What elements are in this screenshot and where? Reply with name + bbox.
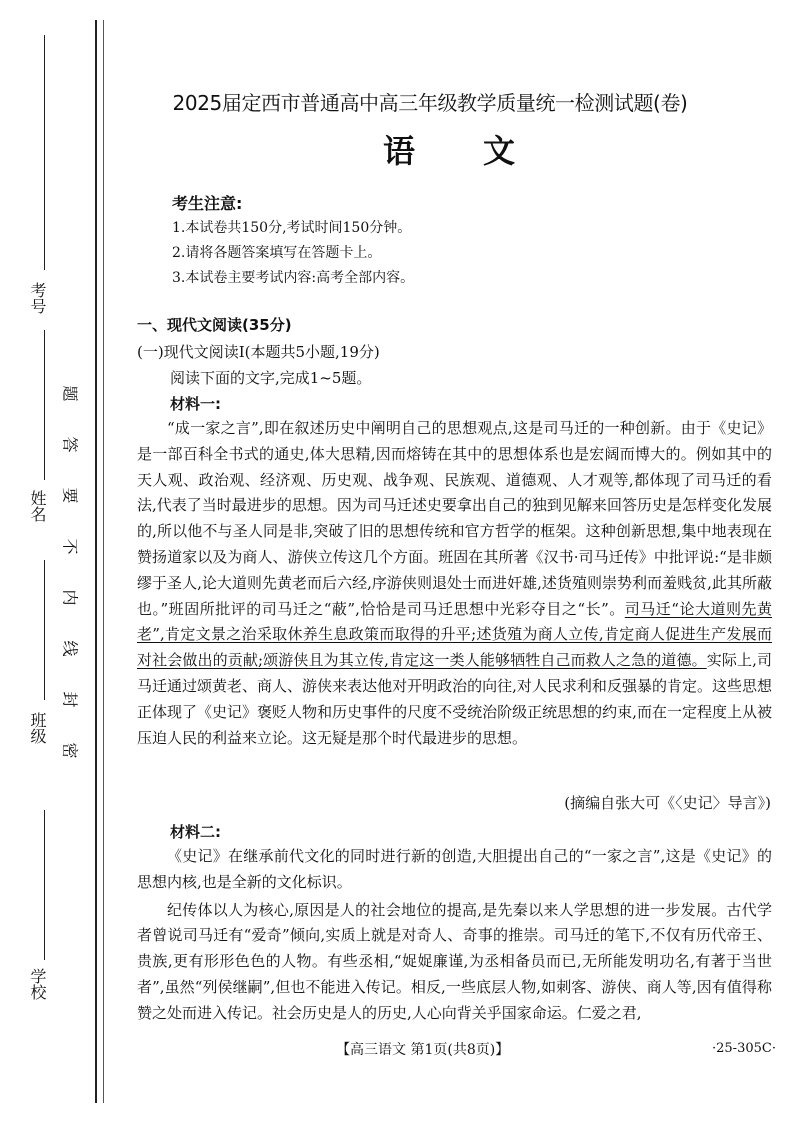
material2-label: 材料二: xyxy=(170,823,221,841)
inner-binding-line xyxy=(103,20,104,1103)
class-underline xyxy=(44,560,45,700)
class-label: 班级 xyxy=(28,712,47,744)
material1-text-b: 实际上,司马迁通过颂黄老、商人、游侠来表达他对开明政治的向往,对人民求利和反强暴的肯定。这些思想正体现了《史记》褒贬人物和历史事件的尺度不受统治阶级正统思想的约束,而在一定程度上从被压迫人民的利益来立论。这无疑是那个时代最进步的思想。 xyxy=(137,651,772,747)
exam-number-underline xyxy=(44,35,45,270)
material2-paragraph: 《史记》在继承前代文化的同时进行新的创造,大胆提出自己的“一家之言”,这是《史记》的思想内核,也是全新的文化标识。 xyxy=(137,847,772,891)
paper-code: ·25-305C· xyxy=(712,1041,776,1056)
material2-passage xyxy=(137,844,772,1027)
seal-char: 题 xyxy=(60,385,80,402)
seal-char: 答 xyxy=(60,436,80,453)
material1-label: 材料一: xyxy=(170,395,221,413)
seal-char: 不 xyxy=(60,538,80,555)
exam-title: 2025届定西市普通高中高三年级教学质量统一检测试题(卷) xyxy=(172,91,688,115)
seal-line-notice xyxy=(61,382,81,762)
school-underline xyxy=(44,810,45,960)
page-footer: 【高三语文 第1页(共8页)】 xyxy=(336,1042,510,1058)
material1-source: (摘编自张大可《〈史记〉导言》) xyxy=(564,794,771,812)
seal-char: 线 xyxy=(60,640,80,657)
school-label: 学校 xyxy=(28,968,47,1000)
material2-paragraph: 纪传体以人为核心,原因是人的社会地位的提高,是先秦以来人学思想的进一步发展。古代学者曾说司马迁有“爱奇”倾向,实质上就是对奇人、奇事的推崇。司马迁的笔下,不仅有历代帝王、贵族,更有形形色色的人物。有些丞相,“娖娖廉谨,为丞相备员而已,无所能发明功名,有著于当世者”,虽然“列侯继嗣”,但也不能进入传记。相反,一些底层人物,如刺客、游侠、商人等,因有值得称赞之处而进入传记。社会历史是人的历史,人心向背关乎国家命运。仁爱之君, xyxy=(137,900,772,1022)
name-label: 姓名 xyxy=(28,490,47,522)
outer-binding-line xyxy=(95,20,97,1103)
seal-char: 封 xyxy=(60,691,80,708)
seal-char: 内 xyxy=(60,589,80,606)
seal-char: 要 xyxy=(60,487,80,504)
material1-passage xyxy=(137,416,772,751)
notice-item: 3.本试卷主要考试内容:高考全部内容。 xyxy=(172,270,415,286)
section-heading: 一、现代文阅读(35分) xyxy=(137,316,292,334)
sub-section-heading: (一)现代文阅读Ⅰ(本题共5小题,19分) xyxy=(137,343,380,361)
material1-text-a: “成一家之言”,即在叙述历史中阐明自己的思想观点,这是司马迁的一种创新。由于《史记》是一部百科全书式的通史,体大思精,因而熔铸在其中的思想体系也是宏阔而博大的。例如其中的天人观、政治观、经济观、历史观、战争观、民族观、道德观、人才观等,都体现了司马迁的看法,代表了当时最进步的思想。因为司马迁述史要拿出自己的独到见解来回答历史是怎样变化发展的,所以他不与圣人同是非,突破了旧的思想传统和官方哲学的框架。这种创新思想,集中地表现在赞扬道家以及为商人、游侠立传这几个方面。班固在其所著《汉书·司马迁传》中批评说:“是非颇缪于圣人,论大道则先黄老而后六经,序游侠则退处士而进奸雄,述货殖则崇势利而羞贱贫,此其所蔽也。”班固所批评的司马迁之“蔽”,恰恰是司马迁思想中光彩夺目之“长”。 xyxy=(137,419,772,618)
subject-title: 语文 xyxy=(383,132,584,170)
notice-item: 1.本试卷共150分,考试时间150分钟。 xyxy=(172,220,412,236)
seal-char: 密 xyxy=(60,742,80,759)
reading-instruction: 阅读下面的文字,完成1~5题。 xyxy=(170,369,372,387)
notice-heading: 考生注意: xyxy=(172,194,243,213)
name-underline xyxy=(44,330,45,480)
notice-item: 2.请将各题答案填写在答题卡上。 xyxy=(172,245,382,261)
exam-number-label: 考号 xyxy=(28,282,47,314)
material1-underlined-text: 司马迁“论大道则先黄老”,肯定文景之治采取休养生息政策而取得的升平;述货殖为商人立传,肯定商人促进生产发展而对社会做出的贡献;颂游侠且为其立传,肯定这一类人能够牺牲自己而救人之急的道德。 xyxy=(137,599,772,670)
